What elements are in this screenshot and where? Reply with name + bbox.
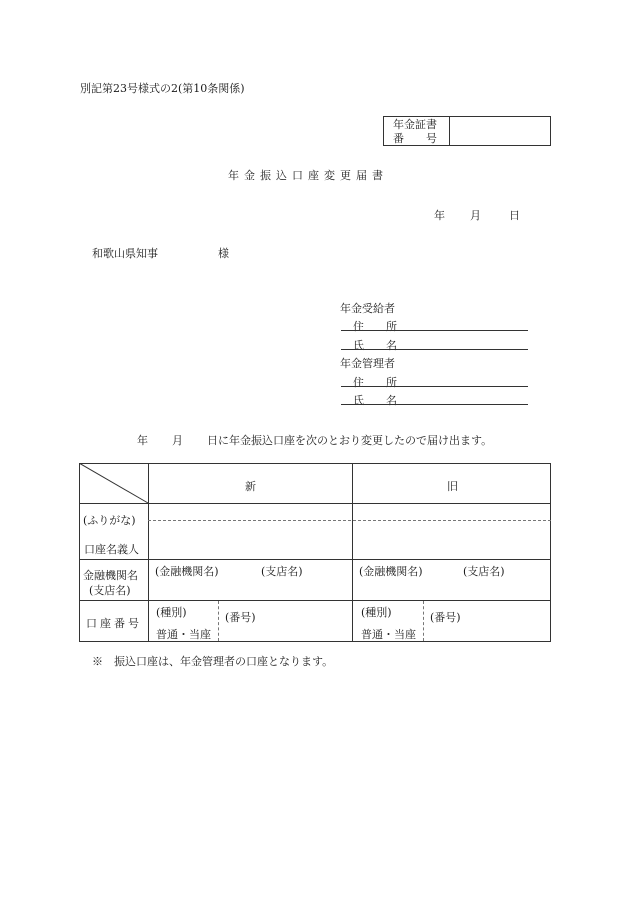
old-bank-name-label: (金融機関名) xyxy=(359,565,423,578)
new-account-type-options[interactable]: 普通・当座 xyxy=(156,628,211,641)
notice-month-label: 月 xyxy=(172,434,183,447)
manager-heading: 年金管理者 xyxy=(340,357,395,370)
recipient-address-field[interactable] xyxy=(341,314,528,331)
column-header-old: 旧 xyxy=(447,480,458,493)
new-account-divider xyxy=(218,601,219,641)
old-account-divider xyxy=(423,601,424,641)
new-holder-field[interactable] xyxy=(151,523,349,557)
new-bank-name-label: (金融機関名) xyxy=(155,565,219,578)
branch-name-row-label: (支店名) xyxy=(89,584,131,597)
table-row-divider xyxy=(79,600,551,601)
manager-address-label: 住 所 xyxy=(353,376,397,389)
recipient-name-label: 氏 名 xyxy=(353,339,397,352)
new-account-type-label: (種別) xyxy=(156,606,187,619)
new-branch-name-label: (支店名) xyxy=(261,565,303,578)
form-reference: 別記第23号様式の2(第10条関係) xyxy=(80,82,245,95)
table-row-divider xyxy=(79,559,551,560)
recipient-heading: 年金受給者 xyxy=(340,302,395,315)
account-number-row-label: 口座番号 xyxy=(86,617,142,630)
recipient-name-field[interactable] xyxy=(341,333,528,350)
furigana-divider xyxy=(148,520,551,521)
date-month-label: 月 xyxy=(470,209,481,222)
old-branch-name-label: (支店名) xyxy=(463,565,505,578)
document-title: 年金振込口座変更届書 xyxy=(228,169,388,182)
corner-diagonal-line xyxy=(79,463,149,504)
new-account-number-label: (番号) xyxy=(225,611,256,624)
notice-text: 日に年金振込口座を次のとおり変更したので届け出ます。 xyxy=(207,434,493,447)
furigana-label: (ふりがな) xyxy=(83,514,136,527)
manager-address-field[interactable] xyxy=(341,370,528,387)
table-header-divider xyxy=(79,503,551,504)
certificate-number-box xyxy=(383,116,551,146)
old-account-type-options[interactable]: 普通・当座 xyxy=(361,628,416,641)
manager-name-label: 氏 名 xyxy=(353,394,397,407)
old-holder-field[interactable] xyxy=(355,523,548,557)
manager-name-field[interactable] xyxy=(341,388,528,405)
certificate-label-line2: 番 号 xyxy=(393,132,437,145)
table-border-top xyxy=(79,463,551,464)
date-day-label: 日 xyxy=(509,209,520,222)
certificate-number-field[interactable] xyxy=(450,117,550,145)
table-border-right xyxy=(550,463,551,641)
old-account-number-label: (番号) xyxy=(430,611,461,624)
recipient-address-label: 住 所 xyxy=(353,320,397,333)
column-header-new: 新 xyxy=(245,480,256,493)
table-border-bottom xyxy=(79,641,551,642)
account-holder-label: 口座名義人 xyxy=(84,543,139,556)
bank-name-row-label: 金融機関名 xyxy=(83,569,138,582)
addressee-name: 和歌山県知事 xyxy=(92,247,158,260)
footnote: ※ 振込口座は、年金管理者の口座となります。 xyxy=(92,655,334,668)
old-account-type-label: (種別) xyxy=(361,606,392,619)
certificate-label-line1: 年金証書 xyxy=(393,118,437,131)
table-column-divider xyxy=(352,463,353,641)
certificate-number-label xyxy=(384,117,450,145)
account-change-table xyxy=(79,463,551,642)
addressee-honorific: 様 xyxy=(218,247,229,260)
date-year-label: 年 xyxy=(434,209,445,222)
notice-year-label: 年 xyxy=(137,434,148,447)
